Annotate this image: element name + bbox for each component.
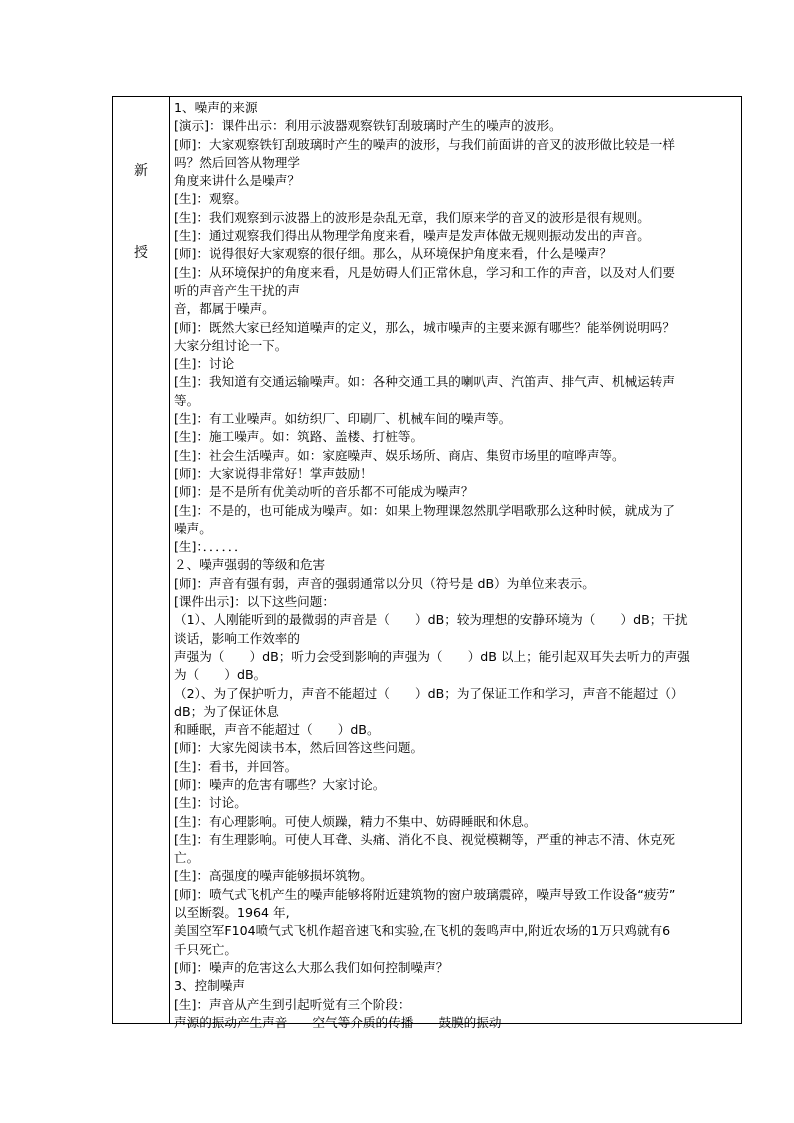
text-line: [演示]：课件出示：利用示波器观察铁钉刮玻璃时产生的噪声的波形。 [174, 118, 562, 134]
text-line: 亡。 [174, 850, 200, 866]
text-line: （2）、为了保护听力，声音不能超过（ ）dB；为了保证工作和学习，声音不能超过（） [174, 685, 684, 701]
lesson-content [174, 99, 739, 1032]
text-line: [师]：大家先阅读书本，然后回答这些问题。 [174, 740, 424, 756]
text-line: [生]：施工噪声。如：筑路、盖楼、打桩等。 [174, 429, 424, 445]
text-line: [生]：我们观察到示波器上的波形是杂乱无章，我们原来学的音叉的波形是很有规则。 [174, 209, 650, 225]
text-line: [生]：通过观察我们得出从物理学角度来看，噪声是发声体做无规则振动发出的声音。 [174, 228, 650, 244]
text-line: 3、控制噪声 [174, 978, 245, 994]
text-line: [师]：说得很好大家观察的很仔细。那么，从环境保护角度来看，什么是噪声？ [174, 246, 613, 262]
text-line: 声强为（ ）dB；听力会受到影响的声强为（ ）dB 以上；能引起双耳失去听力的声强 [174, 648, 690, 664]
text-line: dB；为了保证休息 [174, 703, 279, 719]
text-line: [生]：看书，并回答。 [174, 758, 298, 774]
text-line: 谈话，影响工作效率的 [174, 630, 300, 646]
text-line: 1、噪声的来源 [174, 100, 258, 115]
section-label-char: 授 [134, 245, 148, 261]
text-line: [生]：讨论 [174, 356, 235, 372]
text-line: 为（ ）dB。 [174, 667, 267, 683]
text-line: [生]：讨论。 [174, 795, 247, 811]
text-line: [生]：高强度的噪声能够损坏筑物。 [174, 868, 373, 884]
text-line: [师]：大家说得非常好！掌声鼓励！ [174, 465, 373, 481]
text-line: 角度来讲什么是噪声？ [174, 173, 300, 189]
text-line: [生]：社会生活噪声。如：家庭噪声、娱乐场所、商店、集贸市场里的喧哗声等。 [174, 447, 625, 463]
section-label-cell [113, 97, 170, 1023]
text-line: [生]：有工业噪声。如纺织厂、印刷厂、机械车间的噪声等。 [174, 411, 512, 427]
text-line: [师]：噪声的危害这么大那么我们如何控制噪声？ [174, 959, 449, 975]
text-line: 吗？然后回答从物理学 [174, 154, 300, 170]
text-line: [生]：有生理影响。可使人耳聋、头痛、消化不良、视觉模糊等，严重的神志不清、休克死 [174, 831, 675, 847]
text-line: [师]：是不是所有优美动听的音乐都不可能成为噪声？ [174, 484, 474, 500]
text-line: 大家分组讨论一下。 [174, 337, 288, 353]
text-line: [生]：．．．．．． [174, 539, 247, 555]
text-line: 听的声音产生干扰的声 [174, 282, 300, 298]
text-line: [师]：大家观察铁钉刮玻璃时产生的噪声的波形，与我们前面讲的音叉的波形做比较是一样 [174, 136, 675, 152]
text-line: [生]：不是的，也可能成为噪声。如：如果上物理课忽然肌学唱歌那么这种时候，就成为了 [174, 502, 675, 518]
text-line: [生]：我知道有交通运输噪声。如：各种交通工具的喇叭声、汽笛声、排气声、机械运转声 [174, 374, 675, 390]
text-line: [课件出示]：以下这些问题： [174, 594, 335, 610]
text-line: ２、噪声强弱的等级和危害 [174, 557, 326, 573]
text-line: [师]：喷气式飞机产生的噪声能够将附近建筑物的窗户玻璃震碎，噪声导致工作设备“疲劳” [174, 886, 676, 902]
text-line: [师]：既然大家已经知道噪声的定义，那么，城市噪声的主要来源有哪些？能举例说明吗？ [174, 319, 675, 335]
text-line: 美国空军F104喷气式飞机作超音速飞和实验,在飞机的轰鸣声中,附近农场的1万只鸡就有6 [174, 923, 671, 939]
lesson-table [112, 96, 742, 1030]
text-line: 千只死亡。 [174, 941, 237, 957]
text-line: [生]：观察。 [174, 191, 247, 207]
text-line: 声源的振动产生声音——空气等介质的传播——鼓膜的振动 [174, 1014, 502, 1030]
text-line: 和睡眠，声音不能超过（ ）dB。 [174, 722, 380, 738]
text-line: （1）、人刚能听到的最微弱的声音是（ ）dB；较为理想的安静环境为（ ）dB；干扰 [174, 612, 688, 628]
text-line: [师]：噪声的危害有哪些？大家讨论。 [174, 776, 386, 792]
text-line: [生]：有心理影响。可使人烦躁，精力不集中、妨碍睡眠和休息。 [174, 813, 537, 829]
section-label-char: 新 [134, 163, 148, 179]
text-line: [师]：声音有强有弱，声音的强弱通常以分贝（符号是 dB）为单位来表示。 [174, 575, 595, 591]
text-line: 噪声。 [174, 520, 212, 536]
text-line: 音，都属于噪声。 [174, 301, 275, 317]
text-line: [生]：声音从产生到引起听觉有三个阶段： [174, 996, 411, 1012]
text-line: 等。 [174, 392, 200, 408]
text-line: [生]：从环境保护的角度来看，凡是妨碍人们正常休息，学习和工作的声音，以及对人们要 [174, 264, 675, 280]
text-line: 以至断裂。1964 年, [174, 905, 290, 921]
